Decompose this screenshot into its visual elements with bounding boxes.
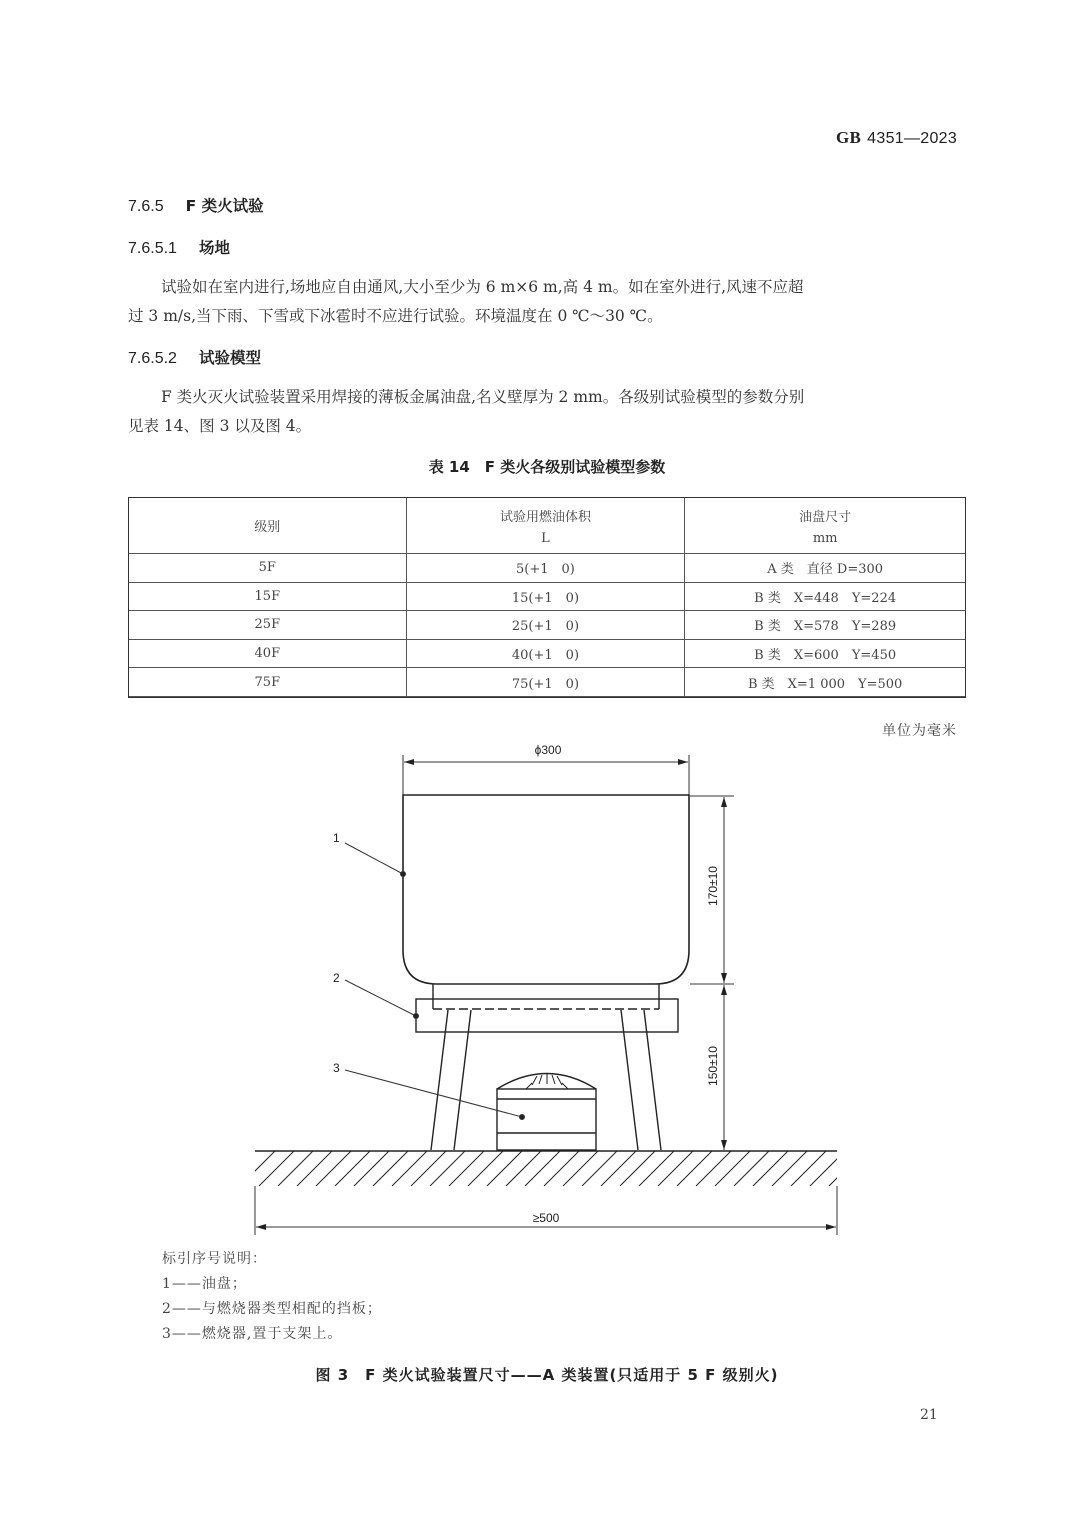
diameter-label: ϕ300 [534, 743, 562, 757]
cell-pan-size: B 类 X=600 Y=450 [685, 639, 966, 668]
callout-3: 3 [333, 1061, 340, 1075]
page-number: 21 [920, 1407, 938, 1423]
cell-pan-size: B 类 X=1 000 Y=500 [685, 668, 966, 697]
callout-leaders [345, 843, 525, 1120]
paragraph-line: 见表 14、图 3 以及图 4。 [128, 417, 312, 435]
pan-height-label: 170±10 [706, 866, 720, 906]
section-number: 7.6.5.1 [128, 240, 177, 257]
cell-pan-size: B 类 X=578 Y=289 [685, 611, 966, 640]
cell-volume: 15(+1 0) [406, 582, 685, 611]
base-width-label: ≥500 [532, 1211, 560, 1225]
cell-pan-size: B 类 X=448 Y=224 [685, 582, 966, 611]
header-unit: mm [812, 530, 838, 546]
cell-volume: 40(+1 0) [406, 639, 685, 668]
stand-height-label: 150±10 [706, 1046, 720, 1086]
section-number: 7.6.5.2 [128, 350, 177, 367]
table-title: 表 14 F 类火各级别试验模型参数 [428, 458, 666, 476]
diameter-dimension [403, 755, 689, 796]
legend-item: 3——燃烧器,置于支架上。 [162, 1326, 343, 1342]
cell-pan-size: A 类 直径 D=300 [685, 554, 966, 583]
cell-volume: 75(+1 0) [406, 668, 685, 697]
cell-grade: 40F [129, 639, 407, 668]
stand-legs [431, 1010, 661, 1150]
height-dimensions [690, 796, 734, 1150]
cell-grade: 25F [129, 611, 407, 640]
cell-grade: 75F [129, 668, 407, 697]
header-unit: L [541, 530, 550, 546]
paragraph-line: 过 3 m/s,当下雨、下雪或下冰雹时不应进行试验。环境温度在 0 ℃～30 ℃。 [128, 307, 663, 325]
section-title: 场地 [198, 239, 230, 257]
header-label: 油盘尺寸 [799, 509, 852, 525]
section-title: 试验模型 [198, 349, 261, 367]
baffle [416, 984, 678, 1032]
cell-volume: 5(+1 0) [406, 554, 685, 583]
burner [497, 1074, 596, 1151]
ground-hatch [240, 1151, 864, 1186]
callout-2: 2 [333, 971, 340, 985]
legend-title: 标引序号说明： [162, 1251, 267, 1267]
header-label: 级别 [254, 520, 281, 535]
section-title: F 类火试验 [185, 197, 264, 215]
cell-grade: 15F [129, 582, 407, 611]
figure-caption: 图 3 F 类火试验装置尺寸——A 类装置(只适用于 5 F 级别火) [315, 1366, 779, 1384]
cell-grade: 5F [129, 554, 407, 583]
header-label: 试验用燃油体积 [499, 509, 591, 525]
paragraph-line: 试验如在室内进行,场地应自由通风,大小至少为 6 m×6 m,高 4 m。如在室外进行,风速不应超 [161, 278, 804, 296]
unit-note: 单位为毫米 [882, 723, 957, 739]
oil-pan [403, 795, 689, 984]
paragraph-line: F 类火灭火试验装置采用焊接的薄板金属油盘,名义壁厚为 2 mm。各级别试验模型的参数分别 [161, 388, 805, 406]
section-number: 7.6.5 [128, 198, 164, 215]
standard-prefix: GB [836, 128, 862, 147]
callout-1: 1 [333, 831, 340, 845]
legend-item: 2——与燃烧器类型相配的挡板； [162, 1301, 382, 1317]
cell-volume: 25(+1 0) [406, 611, 685, 640]
legend-item: 1——油盘； [162, 1276, 247, 1292]
standard-code: 4351—2023 [867, 130, 958, 147]
